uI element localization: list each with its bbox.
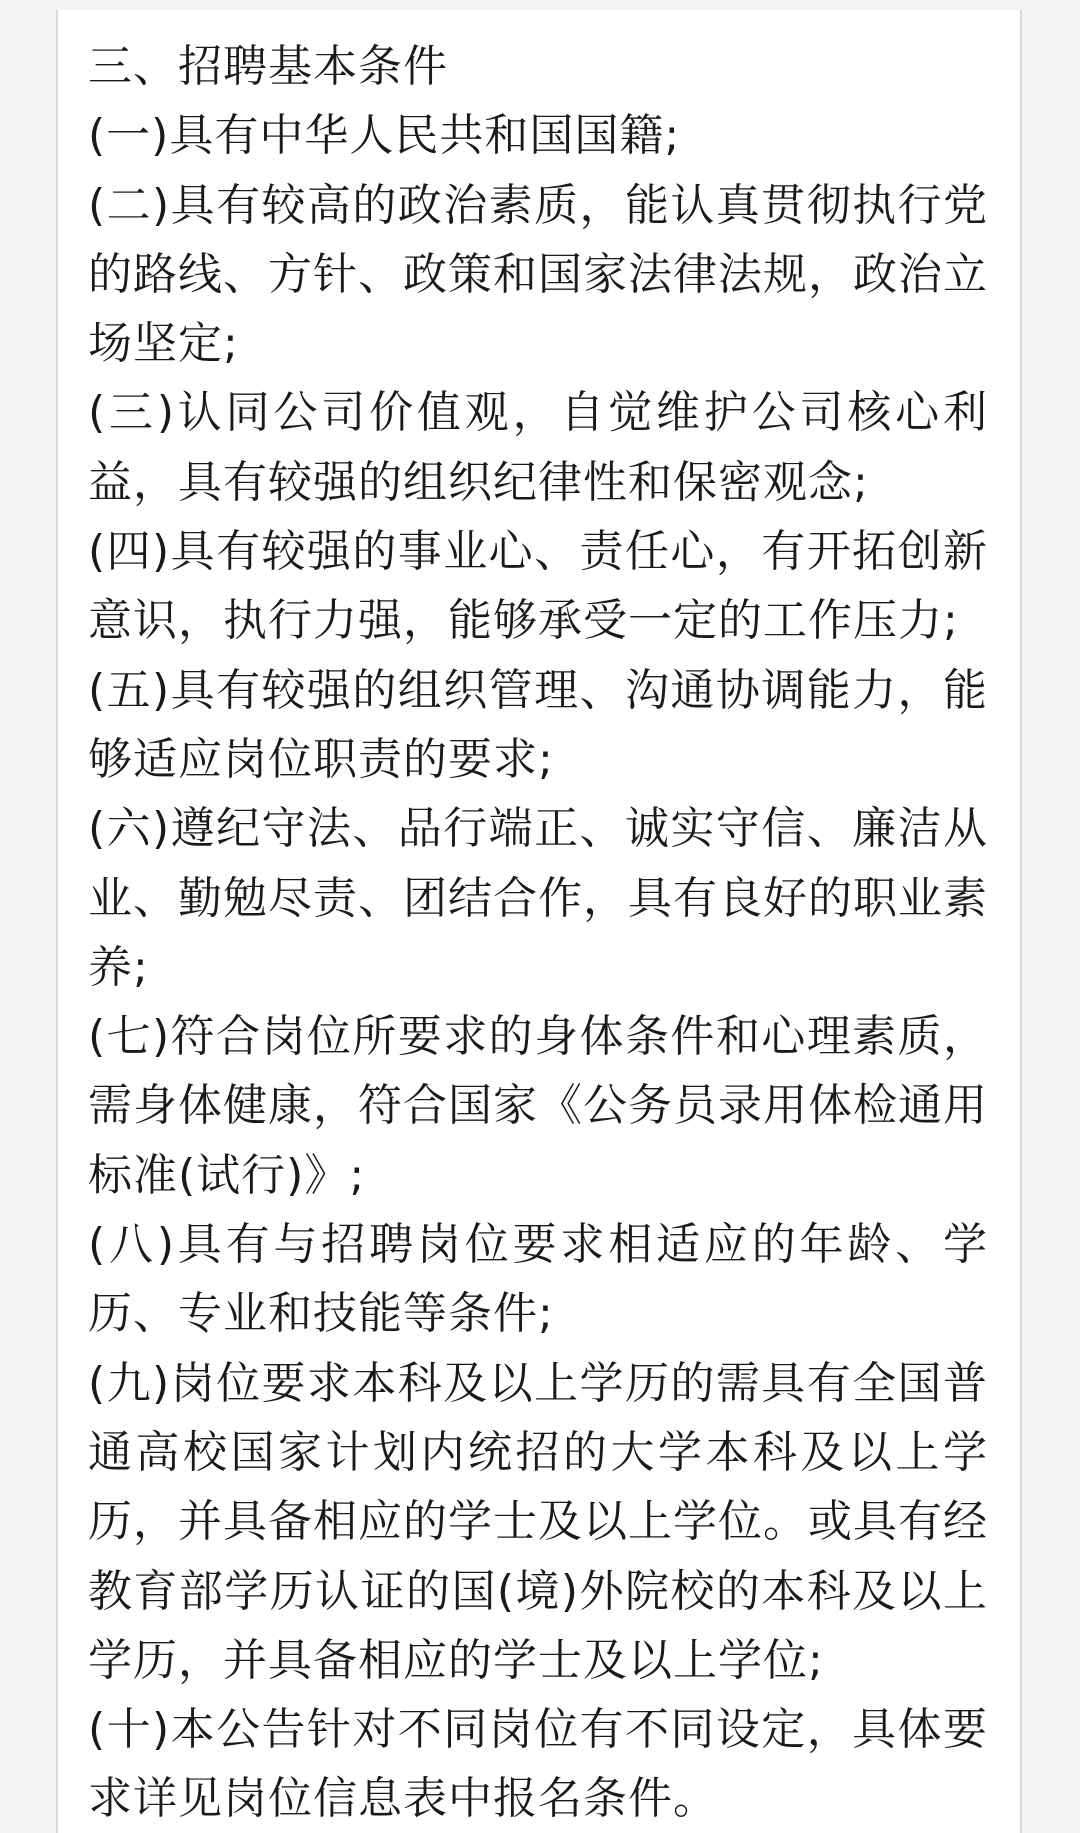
- requirement-item-10: (十)本公告针对不同岗位有不同设定，具体要求详见岗位信息表中报名条件。: [88, 1704, 988, 1825]
- requirement-item-9: (九)岗位要求本科及以上学历的需具有全国普通高校国家计划内统招的大学本科及以上学历，并具备相应的学士及以上学位。或具有经教育部学历认证的国(境)外院校的本科及以上学历，并具备相应的学士及以上学位;: [88, 1357, 988, 1686]
- requirement-item-6: (六)遵纪守法、品行端正、诚实守信、廉洁从业、勤勉尽责、团结合作，具有良好的职业素养;: [88, 803, 988, 993]
- article-body: [88, 32, 988, 1833]
- article-content-panel: [56, 10, 1022, 1833]
- requirement-item-5: (五)具有较强的组织管理、沟通协调能力，能够适应岗位职责的要求;: [88, 664, 988, 785]
- requirement-item-1: (一)具有中华人民共和国国籍;: [88, 110, 681, 162]
- top-strip: [0, 0, 1080, 10]
- requirement-item-7: (七)符合岗位所要求的身体条件和心理素质，需身体健康，符合国家《公务员录用体检通用标准(试行)》;: [88, 1011, 988, 1201]
- requirement-item-4: (四)具有较强的事业心、责任心，有开拓创新意识，执行力强，能够承受一定的工作压力;: [88, 526, 988, 647]
- requirement-item-3: (三)认同公司价值观，自觉维护公司核心利益，具有较强的组织纪律性和保密观念;: [88, 387, 988, 508]
- requirement-item-2: (二)具有较高的政治素质，能认真贯彻执行党的路线、方针、政策和国家法律法规，政治立场坚定;: [88, 179, 988, 370]
- section-heading: 三、招聘基本条件: [88, 41, 448, 92]
- requirement-item-8: (八)具有与招聘岗位要求相适应的年龄、学历、专业和技能等条件;: [88, 1219, 988, 1340]
